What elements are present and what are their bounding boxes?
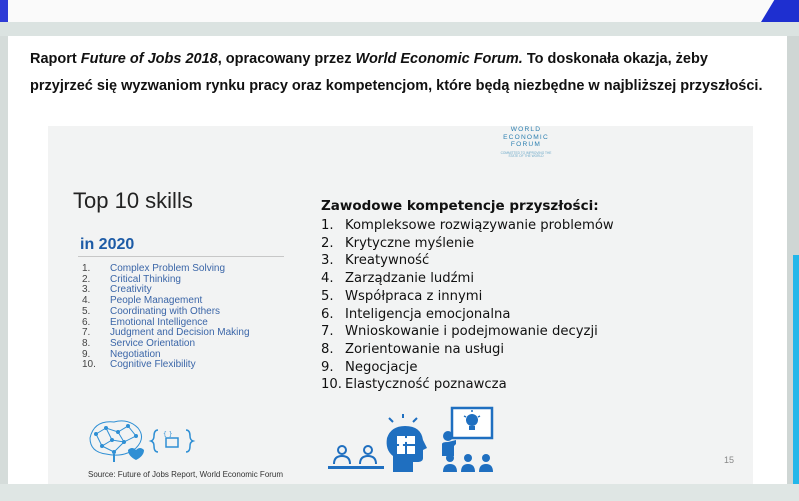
item-number: 10. [321,377,342,393]
list-item [321,252,614,270]
item-label: Judgment and Decision Making [110,327,250,339]
item-label: Kompleksowe rozwiązywanie problemów [345,218,614,233]
item-label: Cognitive Flexibility [110,359,196,371]
item-label: Negotiation [110,348,161,360]
list-item [82,339,250,350]
item-label: Negocjacje [345,359,418,375]
item-number: 6. [82,316,91,328]
item-number: 4. [82,295,91,307]
bottom-band [0,484,799,501]
item-number: 2. [321,235,334,251]
item-label: People Management [110,295,203,307]
item-number: 3. [321,253,334,269]
list-item [321,359,614,377]
item-number: 8. [82,337,91,349]
skills-list-pl [321,217,614,394]
top-left-accent [0,0,8,22]
brain-network-icon [84,414,204,464]
item-label: Wnioskowanie i podejmowanie decyzji [345,324,598,340]
top-strip [0,0,799,22]
item-label: Współpraca z innymi [345,288,483,304]
logo-line-3: FORUM [510,141,542,148]
item-label: Complex Problem Solving [110,263,226,274]
meeting-people-icon [328,442,384,472]
item-number: 2. [82,273,91,285]
list-item [82,275,250,286]
subtitle-divider [78,256,284,257]
slide-subtitle: in 2020 [80,236,135,253]
list-item [321,288,614,306]
intro-paragraph [30,46,770,100]
list-item [321,270,614,288]
left-edge [0,36,8,501]
wef-logo [496,126,556,159]
item-number: 4. [321,271,334,287]
item-label: Zorientowanie na usługi [345,341,505,357]
list-item [321,323,614,341]
item-label: Service Orientation [110,337,196,349]
presentation-teacher-icon [438,406,498,472]
skills-list-en [82,264,250,371]
list-item [82,307,250,318]
item-label: Emotional Intelligence [110,316,208,328]
item-number: 7. [82,327,91,339]
item-label: Kreatywność [345,253,430,269]
logo-line-1: WORLD [510,126,542,133]
page-number: 15 [724,455,735,465]
content-panel [8,36,787,484]
item-number: 10. [82,359,96,371]
right-edge-accent [793,255,799,501]
item-number: 7. [321,324,334,340]
item-number: 6. [321,306,334,322]
intro-text-2: , opracowany przez [217,51,356,67]
list-item [321,306,614,324]
report-title: Future of Jobs 2018 [80,51,218,67]
item-number: 1. [82,263,91,274]
item-label: Creativity [110,284,152,296]
logo-tagline: COMMITTED TO IMPROVING THE STATE OF THE WORLD [500,150,552,159]
intro-text-3: To doskonała okazja, żeby przyjrzeć się wyzwaniom rynku pracy oraz kompetencjom, które będą niezbędne w najbliższej przyszłości. [30,51,763,94]
org-name: World Economic Forum. [355,51,523,67]
svg-text:{ }: { } [163,431,173,438]
pl-list-title: Zawodowe kompetencje przyszłości: [321,198,599,214]
item-label: Krytyczne myślenie [345,235,475,251]
slide-card [48,126,753,484]
item-label: Elastyczność poznawcza [345,377,507,393]
item-number: 9. [321,359,334,375]
item-label: Zarządzanie ludźmi [345,271,475,287]
list-item [82,360,250,371]
source-note: Source: Future of Jobs Report, World Economic Forum [88,470,284,479]
item-number: 1. [321,218,334,233]
list-item [321,341,614,359]
list-item [321,235,614,253]
list-item [321,217,614,235]
item-label: Coordinating with Others [110,305,221,317]
slide-title: Top 10 skills [73,188,193,213]
intro-text-1: Raport [30,51,81,67]
item-number: 5. [321,288,334,304]
item-number: 3. [82,284,91,296]
item-number: 8. [321,341,334,357]
logo-line-2: ECONOMIC [503,133,549,141]
item-number: 5. [82,305,91,317]
head-puzzle-icon [383,414,433,474]
list-item [321,376,614,394]
item-label: Critical Thinking [110,273,181,285]
item-number: 9. [82,348,91,360]
top-band [0,22,799,36]
item-label: Inteligencja emocjonalna [345,306,511,322]
